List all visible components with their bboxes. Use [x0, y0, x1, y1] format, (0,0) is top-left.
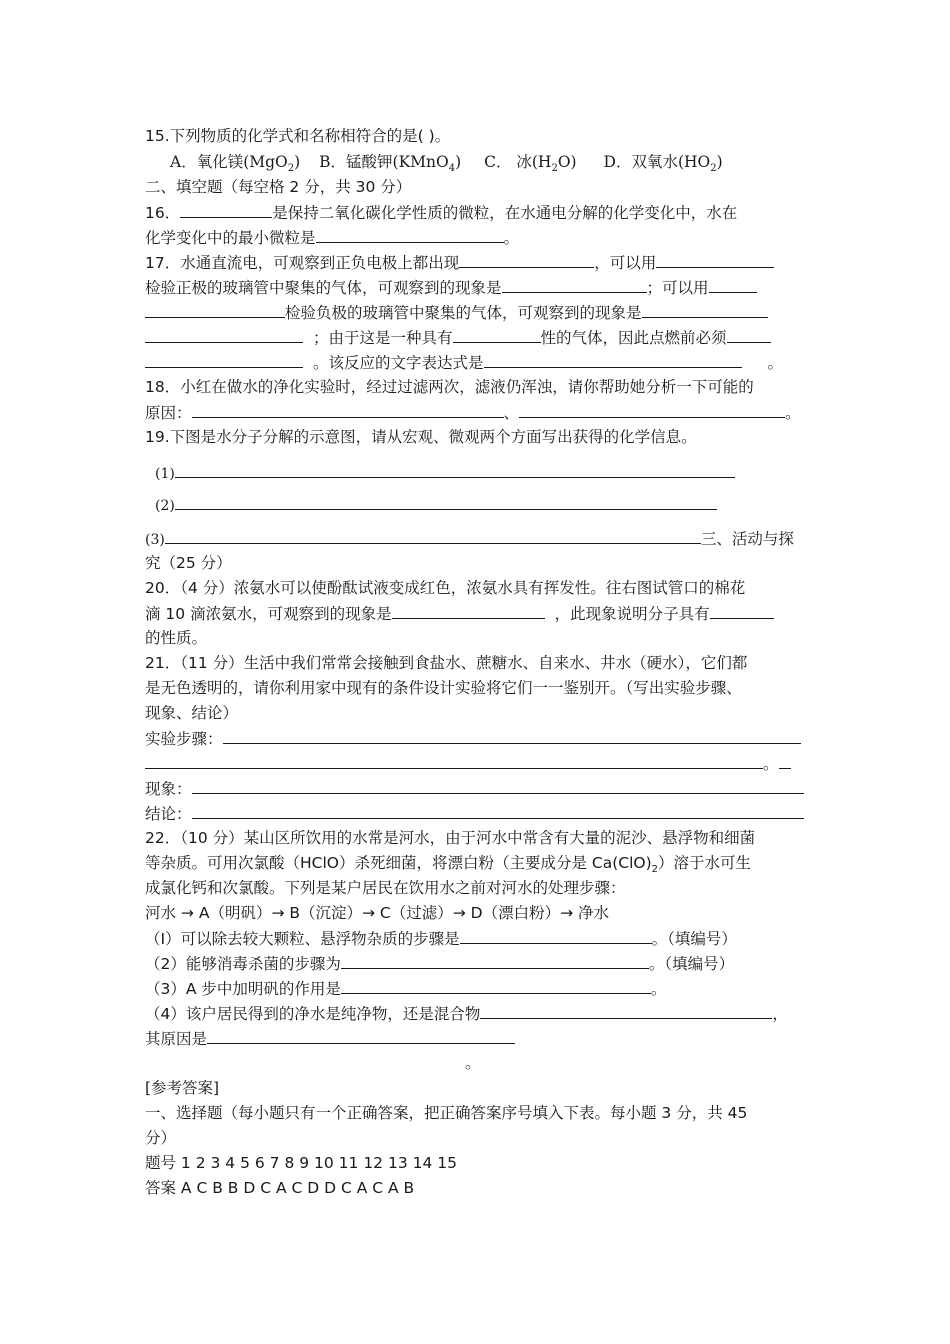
q15-options: [170, 152, 723, 175]
blank[interactable]: [710, 603, 774, 619]
q15-option-c: C． 冰$(H_2O)$: [484, 153, 577, 175]
q22-line1: 22．（10 分）某山区所饮用的水常是河水，由于河水中常含有大量的泥沙、悬浮物和细菌: [145, 829, 756, 847]
q20-line3: 的性质。: [145, 629, 208, 647]
q17-line1: 17．水通直流电，可观察到正负电极上都出现 ，可以用: [145, 252, 774, 272]
q19-stem: 19.下图是水分子分解的示意图，请从宏观、微观两个方面写出获得的化学信息。: [145, 428, 697, 446]
blank[interactable]: [709, 277, 757, 293]
q22-line2: 等杂质。可用次氯酸（HClO）杀死细菌，将漂白粉（主要成分是 $Ca(ClO)_2$）溶于水可生: [145, 854, 752, 876]
blank[interactable]: [519, 402, 785, 418]
q19-item2: (2): [155, 494, 717, 514]
blank[interactable]: [223, 728, 801, 744]
blank[interactable]: [316, 227, 504, 243]
q22-end: 。: [465, 1054, 481, 1072]
q15-stem: 15.下列物质的化学式和名称相符合的是( )。: [145, 127, 451, 145]
q21-steps: 实验步骤：: [145, 728, 801, 748]
answers-line1: 一、选择题（每小题只有一个正确答案，把正确答案序号填入下表。每小题 3 分，共 45: [145, 1104, 748, 1122]
q19-item1: (1): [155, 462, 735, 482]
q15-option-b: B．锰酸钾(KMnO$_4$): [319, 153, 462, 175]
q22-reason: 其原因是: [145, 1028, 515, 1048]
blank[interactable]: [192, 803, 804, 819]
blank[interactable]: [180, 202, 272, 218]
blank[interactable]: [484, 352, 742, 368]
q17-line4: ；由于这是一种具有 性的气体，因此点燃前必须: [145, 327, 771, 347]
q15-option-a: A．氧化镁(MgO$_2$): [170, 153, 301, 175]
q21-line2: 是无色透明的，请你利用家中现有的条件设计实验将它们一一鉴别开。（写出实验步骤、: [145, 679, 742, 697]
blank[interactable]: [341, 953, 649, 969]
blank[interactable]: [145, 352, 303, 368]
q17-line5: 。该反应的文字表达式是 。: [145, 352, 783, 372]
q19-item3: (3) 三、活动与探: [145, 530, 794, 548]
q21-conclusion: 结论：: [145, 803, 804, 823]
blank[interactable]: [502, 277, 647, 293]
q17-line3: 检验负极的玻璃管中聚集的气体，可观察到的现象是: [145, 302, 768, 322]
q22-sub2: （2）能够消毒杀菌的步骤为 。（填编号）: [145, 955, 735, 973]
q16-line2: 化学变化中的最小微粒是 。: [145, 229, 520, 247]
q21-line3: 现象、结论）: [145, 704, 239, 722]
answers-title: [参考答案]: [145, 1079, 220, 1097]
blank[interactable]: [175, 494, 717, 510]
q16-line1: 16． 是保持二氧化碳化学性质的微粒，在水通电分解的化学变化中，水在: [145, 204, 738, 222]
q15-option-d: D．双氧水$(HO_2)$: [603, 153, 723, 175]
blank[interactable]: [145, 327, 303, 343]
q21-steps-cont: 。: [145, 753, 791, 773]
q18-line2: 原因： 、 。: [145, 404, 801, 422]
q21-phenomenon: 现象：: [145, 778, 804, 798]
q20-line2: 滴 10 滴浓氨水，可观察到的现象是 ，此现象说明分子具有: [145, 603, 774, 623]
answers-row-answers: 答案 A C B B D C A C D D C A C A B: [145, 1179, 415, 1197]
blank[interactable]: [165, 528, 701, 544]
q22-sub1: （I）可以除去较大颗粒、悬浮物杂质的步骤是 。（填编号）: [145, 930, 737, 948]
blank[interactable]: [392, 603, 545, 619]
blank[interactable]: [192, 402, 504, 418]
blank[interactable]: [207, 1028, 515, 1044]
q21-line1: 21．（11 分）生活中我们常常会接触到食盐水、蔗糖水、自来水、井水（硬水），它们都: [145, 654, 748, 672]
blank[interactable]: [642, 302, 768, 318]
blank[interactable]: [656, 252, 774, 268]
q22-sub4: （4）该户居民得到的净水是纯净物，还是混合物 ，: [145, 1005, 788, 1023]
blank[interactable]: [192, 778, 804, 794]
section3-cont: 究（25 分）: [145, 554, 232, 572]
answers-line2: 分）: [145, 1129, 177, 1147]
q18-line1: 18．小红在做水的净化实验时，经过过滤两次，滤液仍浑浊，请你帮助她分析一下可能的: [145, 378, 754, 396]
q17-line2: 检验正极的玻璃管中聚集的气体，可观察到的现象是 ；可以用: [145, 277, 757, 297]
blank[interactable]: [460, 928, 652, 944]
section2-title: 二、填空题（每空格 2 分，共 30 分）: [145, 178, 412, 196]
blank[interactable]: [779, 753, 791, 769]
blank[interactable]: [459, 252, 594, 268]
blank[interactable]: [145, 302, 285, 318]
blank[interactable]: [175, 462, 735, 478]
q22-flow: 河水 → A（明矾）→ B（沉淀）→ C（过滤）→ D（漂白粉）→ 净水: [145, 904, 609, 922]
q20-line1: 20．（4 分）浓氨水可以使酚酞试液变成红色，浓氨水具有挥发性。往右图试管口的棉花: [145, 579, 746, 597]
blank[interactable]: [727, 327, 771, 343]
q22-sub3: （3）A 步中加明矾的作用是 。: [145, 980, 667, 998]
blank[interactable]: [480, 1003, 772, 1019]
blank[interactable]: [341, 978, 651, 994]
blank[interactable]: [145, 753, 763, 769]
blank[interactable]: [453, 327, 541, 343]
q22-line3: 成氯化钙和次氯酸。下列是某户居民在饮用水之前对河水的处理步骤：: [145, 879, 626, 897]
answers-row-numbers: 题号 1 2 3 4 5 6 7 8 9 10 11 12 13 14 15: [145, 1154, 457, 1172]
